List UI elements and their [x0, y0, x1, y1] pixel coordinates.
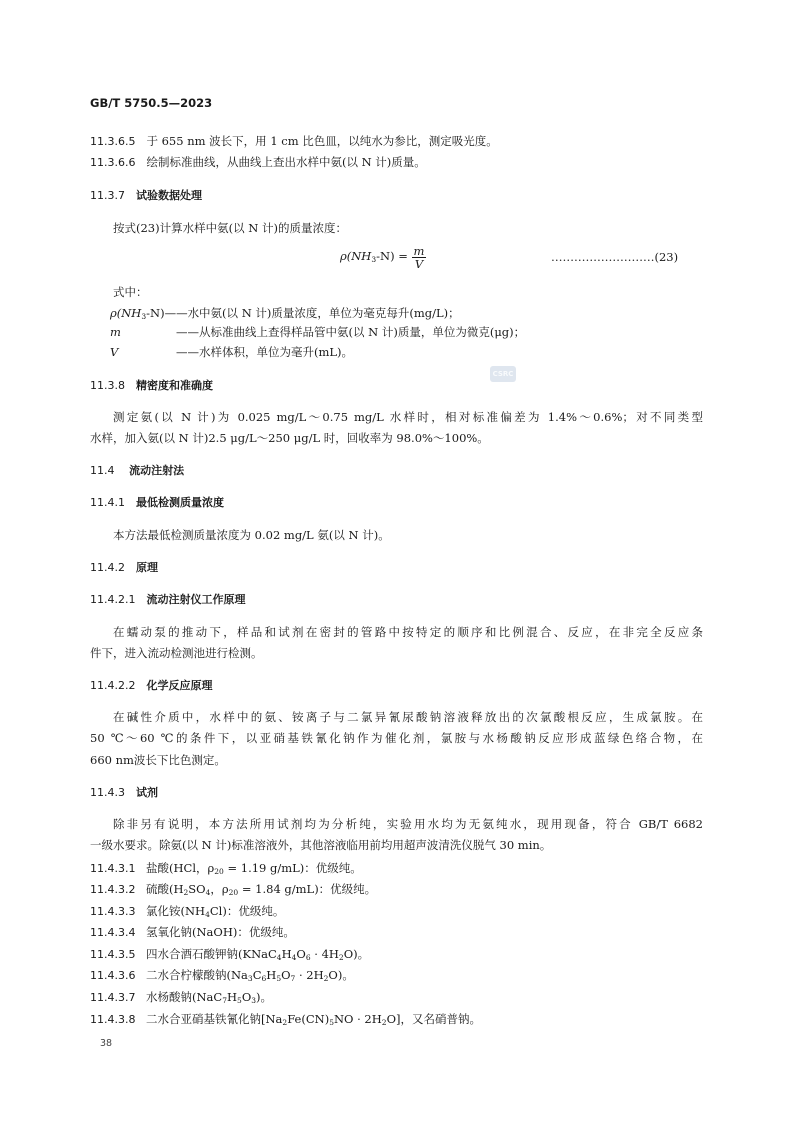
section-title: 流动注射法 — [129, 464, 185, 477]
paragraph-formula-intro: 按式(23)计算水样中氨(以 N 计)的质量浓度： — [113, 221, 347, 235]
reagent-sub: 5 — [276, 974, 282, 983]
paragraph-reaction-line3: 660 nm波长下比色测定。 — [90, 753, 226, 767]
clause-number: 11.3.6.6 — [90, 156, 136, 169]
reagent-text: H — [227, 990, 238, 1004]
section-number: 11.4.2.1 — [90, 593, 136, 606]
variable-sub: 3 — [141, 312, 147, 321]
reagent-sub: 4 — [291, 953, 297, 962]
reagent-sub: 3 — [251, 996, 257, 1005]
paragraph-reagents-line2: 一级水要求。除氨(以 N 计)标准溶液外，其他溶液临用前均用超声波清洗仪脱气 30 min。 — [90, 838, 552, 852]
standard-header: GB/T 5750.5—2023 — [90, 96, 213, 110]
reagent-number: 11.4.3.2 — [90, 883, 136, 896]
clause-number: 11.3.6.5 — [90, 135, 136, 148]
section-number: 11.3.8 — [90, 379, 125, 392]
reagent-sub: 2 — [183, 888, 189, 897]
formula-23 — [340, 243, 426, 270]
reagent-item — [90, 903, 284, 920]
reagent-number: 11.4.3.3 — [90, 905, 136, 918]
reagent-sub: 2 — [323, 974, 329, 983]
reagent-sub: 7 — [290, 974, 296, 983]
reagent-sub: 6 — [305, 953, 311, 962]
reagent-text: O — [296, 947, 306, 961]
reagent-text: O)。 — [328, 968, 354, 982]
clause-text: 绘制标准曲线，从曲线上查出水样中氨(以 N 计)质量。 — [146, 155, 426, 169]
reagent-sub: 2 — [338, 953, 344, 962]
formula-label: ………………………(23) — [551, 250, 679, 264]
reagent-text: H — [266, 968, 277, 982]
reagent-number: 11.4.3.8 — [90, 1013, 136, 1026]
section-number: 11.4.2 — [90, 561, 125, 574]
variable-symbol-tail: -N) — [146, 306, 165, 320]
section-heading-11-4-2-1 — [90, 591, 245, 608]
section-title: 试剂 — [135, 786, 158, 799]
reagent-number: 11.4.3.5 — [90, 948, 136, 961]
reagent-text: Fe(CN) — [287, 1012, 330, 1026]
variable-symbol: ρ(NH — [110, 306, 142, 320]
variable-symbol: m — [110, 325, 121, 339]
reagent-text: SO — [188, 882, 206, 896]
paragraph-reaction-line2: 50 ℃～60 ℃的条件下，以亚硝基铁氰化钠作为催化剂，氯胺与水杨酸钠反应形成蓝绿色络合物，在 — [90, 731, 703, 745]
reagent-text: 二水合柠檬酸钠(Na — [146, 968, 248, 982]
reagent-text: 氢氧化钠(NaOH)：优级纯。 — [146, 925, 295, 939]
paragraph-precision-line1: 测定氨(以 N 计)为 0.025 mg/L～0.75 mg/L 水样时，相对标准偏差为 1.4%～0.6%；对不同类型 — [113, 410, 703, 424]
section-number: 11.4.3 — [90, 786, 125, 799]
reagent-item — [90, 924, 295, 941]
variable-m — [110, 324, 525, 340]
paragraph-precision-line2: 水样，加入氨(以 N 计)2.5 μg/L～250 μg/L 时，回收率为 98.0%～100%。 — [90, 431, 489, 445]
reagent-sub: 7 — [222, 996, 227, 1005]
reagent-sub: 20 — [214, 867, 224, 876]
reagent-text: NO · 2H — [333, 1012, 382, 1026]
paragraph-fia-principle-line1: 在蠕动泵的推动下，样品和试剂在密封的管路中按特定的顺序和比例混合、反应，在非完全反应条 — [113, 625, 703, 639]
reagent-number: 11.4.3.1 — [90, 862, 136, 875]
reagent-number: 11.4.3.4 — [90, 926, 136, 939]
reagent-text: H — [281, 947, 292, 961]
reagent-item — [90, 881, 376, 898]
variable-rho — [110, 305, 460, 321]
section-title: 流动注射仪工作原理 — [146, 593, 246, 606]
reagent-text: 硫酸(H — [146, 882, 184, 896]
reagent-item — [90, 946, 369, 963]
section-heading-11-4-3 — [90, 784, 158, 801]
section-number: 11.3.7 — [90, 189, 125, 202]
reagent-text: O — [241, 990, 252, 1004]
section-title: 原理 — [135, 561, 158, 574]
variable-desc: ——水样体积，单位为毫升(mL)。 — [176, 345, 354, 359]
reagent-text: O)。 — [343, 947, 370, 961]
reagent-text: = 1.19 g/mL)：优级纯。 — [223, 861, 362, 875]
clause-text: 于 655 nm 波长下，用 1 cm 比色皿，以纯水为参比，测定吸光度。 — [146, 134, 498, 148]
variable-v — [110, 344, 353, 360]
clause-11-3-6-5 — [90, 133, 498, 150]
reagent-text: ，ρ — [210, 882, 229, 896]
formula-fraction — [412, 245, 427, 270]
where-label: 式中： — [113, 285, 148, 299]
reagent-sub: 4 — [205, 888, 211, 897]
section-title: 化学反应原理 — [146, 679, 213, 692]
reagent-text: O]，又名硝普钠。 — [386, 1012, 481, 1026]
reagent-text: 水杨酸钠(NaC — [146, 990, 223, 1004]
variable-symbol: V — [110, 345, 119, 359]
section-number: 11.4 — [90, 464, 115, 477]
paragraph-reagents-line1: 除非另有说明，本方法所用试剂均为分析纯，实验用水均为无氨纯水，现用现备，符合 GB/T 6682 — [113, 817, 703, 831]
section-heading-11-3-7 — [90, 187, 202, 204]
reagent-text: )。 — [256, 990, 273, 1004]
paragraph-fia-principle-line2: 件下，进入流动检测池进行检测。 — [90, 646, 263, 660]
formula-sub: 3 — [371, 255, 377, 264]
reagent-sub: 3 — [247, 974, 253, 983]
section-heading-11-4-2-2 — [90, 677, 212, 694]
reagent-text: = 1.84 g/mL)：优级纯。 — [238, 882, 377, 896]
reagent-sub: 4 — [205, 910, 210, 919]
reagent-sub: 2 — [282, 1018, 288, 1027]
reagent-sub: 20 — [228, 888, 239, 897]
reagent-item — [90, 989, 272, 1006]
reagent-number: 11.4.3.7 — [90, 991, 136, 1004]
clause-11-3-6-6 — [90, 154, 426, 171]
variable-desc: ——从标准曲线上查得样品管中氨(以 N 计)质量，单位为微克(μg)； — [176, 325, 526, 339]
reagent-item — [90, 967, 354, 984]
formula-numerator: m — [413, 243, 425, 258]
paragraph-reaction-line1: 在碱性介质中，水样中的氨、铵离子与二氯异氰尿酸钠溶液释放出的次氯酸根反应，生成氯胺。在 — [113, 710, 703, 724]
formula-denominator: V — [414, 256, 424, 271]
reagent-text: 盐酸(HCl，ρ — [146, 861, 215, 875]
reagent-text: · 2H — [295, 968, 324, 982]
reagent-text: 氯化铵(NH — [146, 904, 206, 918]
reagent-text: O — [281, 968, 291, 982]
reagent-item — [90, 860, 362, 877]
reagent-text: · 4H — [310, 947, 339, 961]
csrc-watermark-logo: CSRC — [490, 366, 516, 382]
section-heading-11-4-2 — [90, 559, 158, 576]
section-heading-11-3-8 — [90, 377, 213, 394]
section-title: 最低检测质量浓度 — [135, 496, 224, 509]
section-title: 试验数据处理 — [135, 189, 202, 202]
variable-desc: ——水中氨(以 N 计)质量浓度，单位为毫克每升(mg/L)； — [164, 306, 460, 320]
reagent-sub: 6 — [261, 974, 267, 983]
section-number: 11.4.2.2 — [90, 679, 136, 692]
reagent-sub: 2 — [381, 1018, 387, 1027]
reagent-sub: 5 — [329, 1018, 334, 1027]
reagent-item — [90, 1011, 481, 1028]
reagent-sub: 4 — [276, 953, 282, 962]
formula-lhs: ρ(NH — [340, 249, 372, 263]
reagent-text: 二水合亚硝基铁氰化钠[Na — [146, 1012, 283, 1026]
reagent-sub: 5 — [237, 996, 242, 1005]
reagent-text: Cl)：优级纯。 — [209, 904, 285, 918]
reagent-text: C — [252, 968, 262, 982]
reagent-text: 四水合酒石酸钾钠(KNaC — [146, 947, 277, 961]
formula-lhs-tail: -N) = — [376, 249, 408, 263]
section-title: 精密度和准确度 — [135, 379, 213, 392]
paragraph-detection-limit: 本方法最低检测质量浓度为 0.02 mg/L 氨(以 N 计)。 — [113, 528, 390, 542]
section-number: 11.4.1 — [90, 496, 125, 509]
section-heading-11-4 — [90, 462, 184, 479]
section-heading-11-4-1 — [90, 494, 224, 511]
reagent-number: 11.4.3.6 — [90, 969, 136, 982]
page-number: 38 — [100, 1038, 113, 1049]
